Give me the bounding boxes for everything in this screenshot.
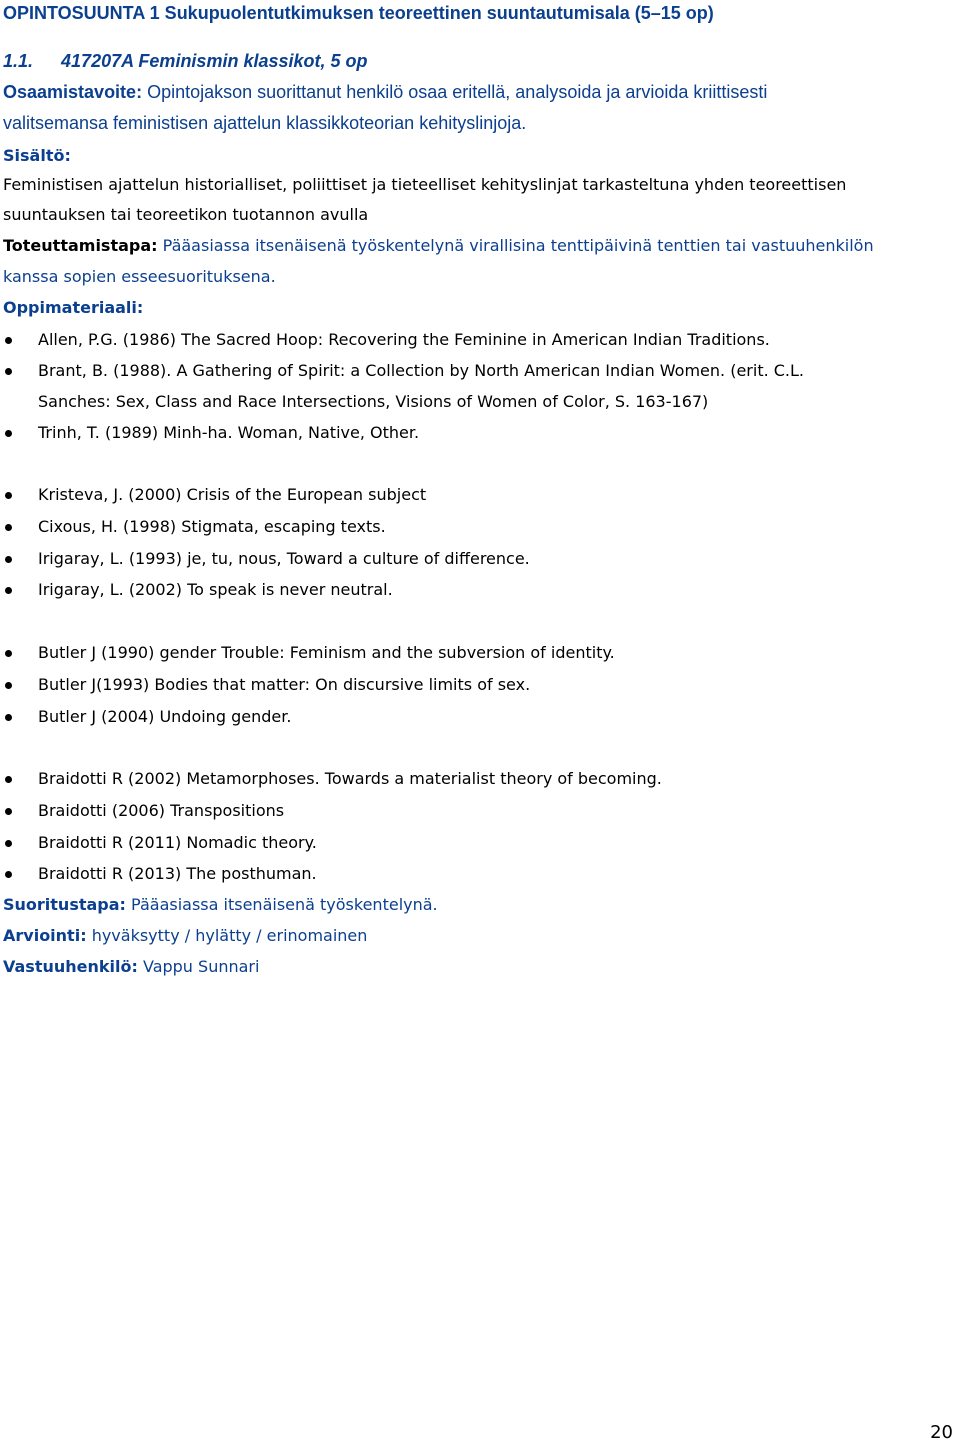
osaamistavoite-text-1: Opintojakson suorittanut henkilö osaa eritellä, analysoida ja arvioida kriittisesti [147,82,768,102]
bullet-icon [5,682,12,689]
course-title: 417207A Feminismin klassikot, 5 op [61,51,368,71]
bullet-icon [5,840,12,847]
toteuttamistapa-label: Toteuttamistapa: [3,236,158,255]
arviointi-text: hyväksytty / hylätty / erinomainen [91,926,368,945]
arviointi-label: Arviointi: [3,926,87,945]
osaamistavoite-label: Osaamistavoite: [3,82,143,102]
page-number: 20 [930,1422,953,1443]
vastuuhenkilo-label: Vastuuhenkilö: [3,957,138,976]
section-heading: OPINTOSUUNTA 1 Sukupuolentutkimuksen teoreettinen suuntautumisala (5–15 op) [3,3,714,23]
bullet-icon [5,776,12,783]
suoritustapa-text: Pääasiassa itsenäisenä työskentelynä. [131,895,438,914]
osaamistavoite-line-2: valitsemansa feministisen ajattelun klassikkoteorian kehityslinjoja. [3,113,527,133]
bullet-icon [5,368,12,375]
bullet-icon [5,808,12,815]
vastuuhenkilo-text: Vappu Sunnari [142,957,260,976]
bullet-icon [5,492,12,499]
toteuttamistapa-text-1: Pääasiassa itsenäisenä työskentelynä virallisina tenttipäivinä tenttien tai vastuuhenkilön [162,236,874,255]
bullet-icon [5,430,12,437]
sisalto-line-2: suuntauksen tai teoreetikon tuotannon avulla [3,205,369,224]
suoritustapa-label: Suoritustapa: [3,895,126,914]
bullet-icon [5,524,12,531]
bullet-icon [5,587,12,594]
arviointi-line [3,923,367,949]
bullet-icon [5,871,12,878]
bullet-icon [5,650,12,657]
oppimateriaali-label: Oppimateriaali: [3,298,144,317]
osaamistavoite-line-1 [3,79,767,105]
sisalto-label: Sisältö: [3,146,71,165]
toteuttamistapa-line-1 [3,233,874,259]
toteuttamistapa-line-2: kanssa sopien esseesuorituksena. [3,267,276,286]
vastuuhenkilo-line [3,954,259,980]
course-number: 1.1. [3,51,34,71]
sisalto-line-1: Feministisen ajattelun historialliset, poliittiset ja tieteelliset kehityslinjat tarkasteltuna yhden teoreettisen [3,175,847,194]
suoritustapa-line [3,892,438,918]
bullet-icon [5,714,12,721]
course-heading [3,48,368,74]
bullet-icon [5,337,12,344]
bullet-icon [5,556,12,563]
